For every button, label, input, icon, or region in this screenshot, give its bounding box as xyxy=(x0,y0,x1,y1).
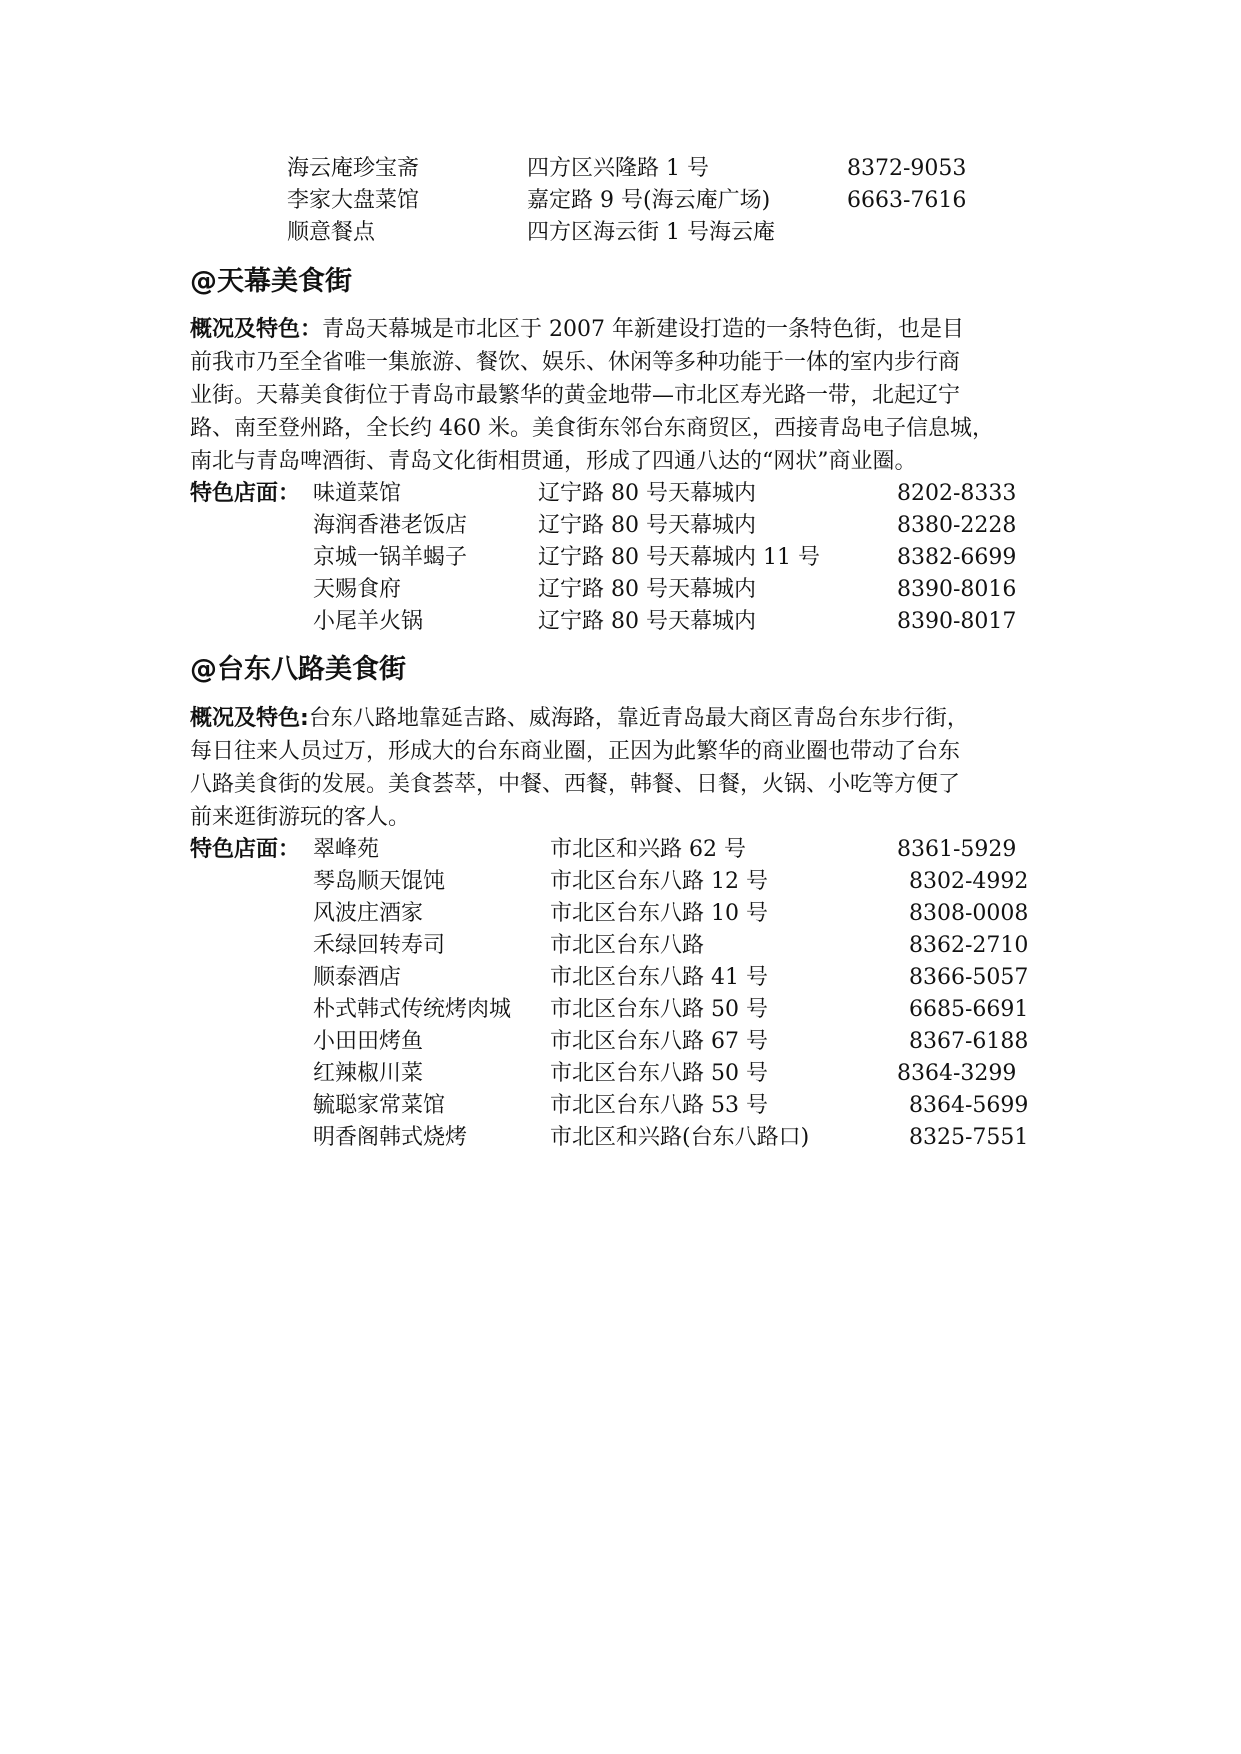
shop-phone: 8367-6188 xyxy=(909,1029,1029,1054)
shop-address: 市北区台东八路 10 号 xyxy=(550,901,768,926)
shop-name: 明香阁韩式烧烤 xyxy=(313,1125,468,1150)
shop-name: 毓聪家常菜馆 xyxy=(313,1093,446,1118)
list-item xyxy=(0,929,1241,962)
list-item xyxy=(0,993,1241,1026)
shop-address: 四方区兴隆路 1 号 xyxy=(527,156,709,181)
shop-address: 辽宁路 80 号天幕城内 xyxy=(538,513,756,538)
shop-phone: 8364-3299 xyxy=(897,1061,1017,1086)
shop-name: 海云庵珍宝斋 xyxy=(287,156,420,181)
list-item xyxy=(0,573,1241,606)
shop-name: 顺泰酒店 xyxy=(313,965,402,990)
list-item xyxy=(0,897,1241,930)
list-item xyxy=(0,216,1241,249)
overview-line: 路、南至登州路，全长约 460 米。美食街东邻台东商贸区，西接青岛电子信息城， xyxy=(190,416,994,441)
shop-name: 琴岛顺天馄饨 xyxy=(313,869,446,894)
list-item xyxy=(0,833,1241,866)
shop-address: 市北区和兴路 62 号 xyxy=(550,837,746,862)
list-item xyxy=(0,865,1241,898)
overview-line: 前来逛街游玩的客人。 xyxy=(190,805,411,830)
shop-address: 市北区台东八路 50 号 xyxy=(550,1061,768,1086)
section-heading: @台东八路美食街 xyxy=(190,654,406,685)
list-item xyxy=(0,509,1241,542)
overview-line: 前我市乃至全省唯一集旅游、餐饮、娱乐、休闲等多种功能于一体的室内步行商 xyxy=(190,350,961,375)
shop-phone: 8390-8016 xyxy=(897,577,1017,602)
shop-phone: 8302-4992 xyxy=(909,869,1029,894)
shop-address: 辽宁路 80 号天幕城内 11 号 xyxy=(538,545,820,570)
shop-name: 天赐食府 xyxy=(313,577,402,602)
list-item xyxy=(0,1121,1241,1154)
shop-name: 禾绿回转寿司 xyxy=(313,933,446,958)
shop-name: 小田田烤鱼 xyxy=(313,1029,424,1054)
shop-name: 海润香港老饭店 xyxy=(313,513,468,538)
list-item xyxy=(0,184,1241,217)
overview-line: 概况及特色：青岛天幕城是市北区于 2007 年新建设打造的一条特色街，也是目 xyxy=(190,317,964,342)
list-item xyxy=(0,1089,1241,1122)
shop-phone: 8382-6699 xyxy=(897,545,1017,570)
list-item xyxy=(0,1057,1241,1090)
shop-phone: 8372-9053 xyxy=(847,156,967,181)
shop-phone: 8308-0008 xyxy=(909,901,1029,926)
shop-name: 味道菜馆 xyxy=(313,481,402,506)
shops-label: 特色店面： xyxy=(190,481,301,506)
shop-name: 翠峰苑 xyxy=(313,837,380,862)
overview-line: 南北与青岛啤酒街、青岛文化街相贯通，形成了四通八达的“网状”商业圈。 xyxy=(190,449,917,474)
shop-address: 嘉定路 9 号(海云庵广场) xyxy=(527,188,771,213)
shop-address: 市北区台东八路 12 号 xyxy=(550,869,768,894)
overview-line: 概况及特色:台东八路地靠延吉路、威海路，靠近青岛最大商区青岛台东步行街， xyxy=(190,706,969,731)
shop-address: 市北区台东八路 50 号 xyxy=(550,997,768,1022)
shop-address: 市北区台东八路 53 号 xyxy=(550,1093,768,1118)
shop-name: 小尾羊火锅 xyxy=(313,609,424,634)
shop-address: 四方区海云街 1 号海云庵 xyxy=(527,220,775,245)
shop-phone: 8366-5057 xyxy=(909,965,1029,990)
shop-name: 红辣椒川菜 xyxy=(313,1061,424,1086)
shop-phone: 8380-2228 xyxy=(897,513,1017,538)
shop-name: 朴式韩式传统烤肉城 xyxy=(313,997,512,1022)
shop-address: 辽宁路 80 号天幕城内 xyxy=(538,609,756,634)
list-item xyxy=(0,477,1241,510)
overview-label: 概况及特色： xyxy=(190,317,323,342)
shop-phone: 6663-7616 xyxy=(847,188,967,213)
shop-name: 顺意餐点 xyxy=(287,220,376,245)
overview-label: 概况及特色: xyxy=(190,706,309,731)
shop-phone: 8202-8333 xyxy=(897,481,1017,506)
shop-address: 市北区和兴路(台东八路口) xyxy=(550,1125,810,1150)
overview-line: 每日往来人员过万，形成大的台东商业圈，正因为此繁华的商业圈也带动了台东 xyxy=(190,739,961,764)
shops-label: 特色店面： xyxy=(190,837,301,862)
shop-name: 京城一锅羊蝎子 xyxy=(313,545,468,570)
overview-paragraph xyxy=(190,313,1060,478)
section-heading: @天幕美食街 xyxy=(190,266,352,297)
shop-phone: 8390-8017 xyxy=(897,609,1017,634)
shop-phone: 8361-5929 xyxy=(897,837,1017,862)
overview-line: 业街。天幕美食街位于青岛市最繁华的黄金地带—市北区寿光路一带，北起辽宁 xyxy=(190,383,961,408)
list-item xyxy=(0,152,1241,185)
overview-line: 八路美食街的发展。美食荟萃，中餐、西餐，韩餐、日餐，火锅、小吃等方便了 xyxy=(190,772,961,797)
shop-address: 市北区台东八路 67 号 xyxy=(550,1029,768,1054)
shop-address: 辽宁路 80 号天幕城内 xyxy=(538,577,756,602)
list-item xyxy=(0,961,1241,994)
shop-phone: 6685-6691 xyxy=(909,997,1029,1022)
list-item xyxy=(0,541,1241,574)
list-item xyxy=(0,605,1241,638)
list-item xyxy=(0,1025,1241,1058)
overview-paragraph xyxy=(190,702,1060,834)
shop-address: 市北区台东八路 xyxy=(550,933,705,958)
shop-phone: 8362-2710 xyxy=(909,933,1029,958)
shop-name: 风波庄酒家 xyxy=(313,901,424,926)
shop-address: 辽宁路 80 号天幕城内 xyxy=(538,481,756,506)
shop-phone: 8325-7551 xyxy=(909,1125,1029,1150)
shop-address: 市北区台东八路 41 号 xyxy=(550,965,768,990)
shop-name: 李家大盘菜馆 xyxy=(287,188,420,213)
shop-phone: 8364-5699 xyxy=(909,1093,1029,1118)
